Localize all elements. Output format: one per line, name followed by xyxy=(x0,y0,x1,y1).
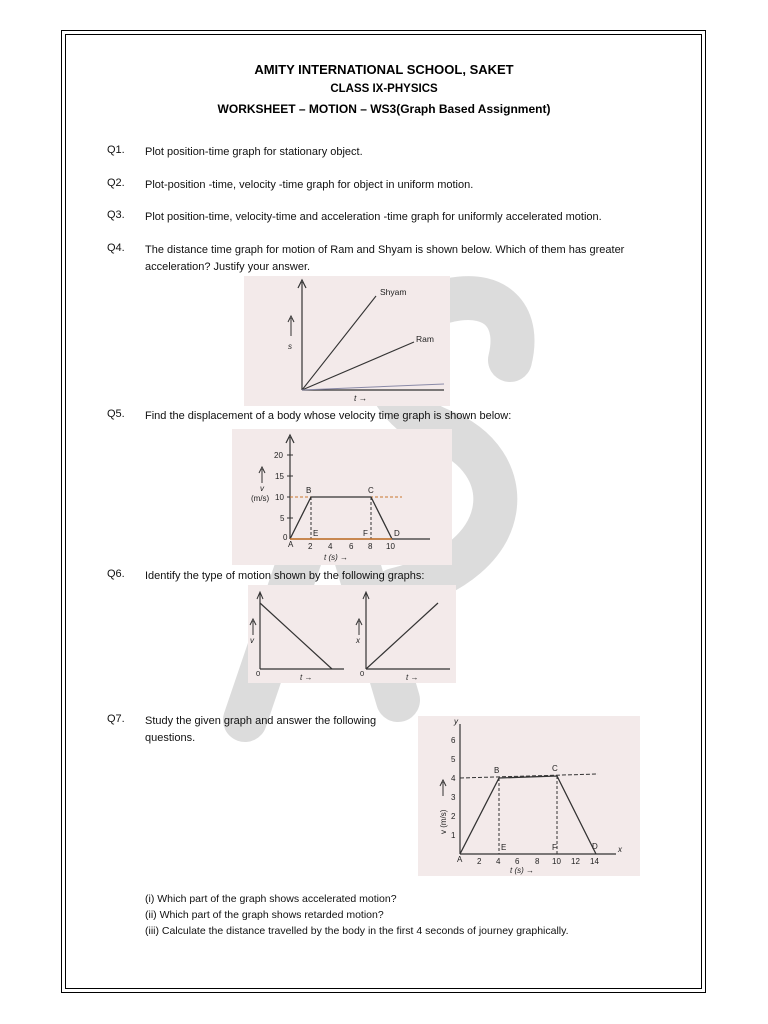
fig4-y-axis-name: y xyxy=(454,717,458,726)
point-d: D xyxy=(592,842,598,851)
q2-number: Q2. xyxy=(107,177,125,189)
q6-number: Q6. xyxy=(107,568,125,580)
point-b: B xyxy=(494,766,500,775)
fig3b-x-label: t → xyxy=(406,673,419,682)
tick-x-4: 4 xyxy=(328,542,333,551)
q7-part-3: (iii) Calculate the distance travelled by the body in the first 4 seconds of journey graphically. xyxy=(145,925,569,937)
fig1-x-label: t → xyxy=(354,393,368,403)
fig3a-y-label: v xyxy=(250,636,254,645)
tick-x-10: 10 xyxy=(552,857,561,866)
tick-y-4: 4 xyxy=(451,774,456,783)
point-e: E xyxy=(501,843,507,852)
tick-x-8: 8 xyxy=(535,857,540,866)
fig2-y-unit: (m/s) xyxy=(251,494,270,503)
figure-distance-time xyxy=(244,276,450,406)
tick-y-3: 3 xyxy=(451,793,456,802)
q1-text: Plot position-time graph for stationary object. xyxy=(145,146,363,158)
q6-text: Identify the type of motion shown by the following graphs: xyxy=(145,570,425,582)
fig4-x-axis-name: x xyxy=(618,845,622,854)
figure-velocity-time-q5 xyxy=(232,429,452,565)
tick-x-2: 2 xyxy=(308,542,313,551)
fig3b-origin: 0 xyxy=(360,669,365,678)
q5-text: Find the displacement of a body whose velocity time graph is shown below: xyxy=(145,410,512,422)
tick-x-4: 4 xyxy=(496,857,501,866)
tick-x-10: 10 xyxy=(386,542,395,551)
tick-y-20: 20 xyxy=(274,451,283,460)
q2-text: Plot-position -time, velocity -time graph for object in uniform motion. xyxy=(145,179,474,191)
point-c: C xyxy=(368,486,374,495)
q4-number: Q4. xyxy=(107,242,125,254)
tick-x-2: 2 xyxy=(477,857,482,866)
tick-y-6: 6 xyxy=(451,736,456,745)
q3-text: Plot position-time, velocity-time and acceleration -time graph for uniformly accelerated motion. xyxy=(145,211,602,223)
tick-y-5: 5 xyxy=(280,514,285,523)
point-b: B xyxy=(306,486,312,495)
q7-number: Q7. xyxy=(107,713,125,725)
tick-y-1: 1 xyxy=(451,831,456,840)
point-d: D xyxy=(394,529,400,538)
fig1-y-label: s xyxy=(288,342,292,351)
q3-number: Q3. xyxy=(107,209,125,221)
tick-x-6: 6 xyxy=(515,857,520,866)
tick-y-5: 5 xyxy=(451,755,456,764)
point-a: A xyxy=(457,855,463,864)
q5-number: Q5. xyxy=(107,408,125,420)
fig2-y-label: v xyxy=(260,484,264,493)
tick-y-15: 15 xyxy=(275,472,284,481)
fig4-x-label: t (s) → xyxy=(510,866,534,875)
q7-part-1: (i) Which part of the graph shows accelerated motion? xyxy=(145,893,397,905)
point-a: A xyxy=(288,540,294,549)
q7-part-2: (ii) Which part of the graph shows retarded motion? xyxy=(145,909,384,921)
tick-x-12: 12 xyxy=(571,857,580,866)
class-title: CLASS IX-PHYSICS xyxy=(330,83,438,95)
q1-number: Q1. xyxy=(107,144,125,156)
fig3a-origin: 0 xyxy=(256,669,261,678)
q4-text-line1: The distance time graph for motion of Ram and Shyam is shown below. Which of them has greater xyxy=(145,244,625,256)
tick-x-6: 6 xyxy=(349,542,354,551)
worksheet-title: WORKSHEET – MOTION – WS3(Graph Based Assignment) xyxy=(217,102,551,116)
q4-text-line2: acceleration? Justify your answer. xyxy=(145,261,311,273)
tick-y-10: 10 xyxy=(275,493,284,502)
fig4-y-label: v (m/s) xyxy=(439,809,448,834)
fig3b-y-label: x xyxy=(356,636,360,645)
point-e: E xyxy=(313,529,319,538)
fig2-x-label: t (s) → xyxy=(324,553,348,562)
fig1-shyam-label: Shyam xyxy=(380,287,407,297)
point-f: F xyxy=(363,529,368,538)
point-f: F xyxy=(552,843,557,852)
figure-velocity-time-q7 xyxy=(418,716,640,876)
school-title: AMITY INTERNATIONAL SCHOOL, SAKET xyxy=(254,62,514,77)
tick-x-8: 8 xyxy=(368,542,373,551)
q7-text-line2: questions. xyxy=(145,732,196,744)
point-c: C xyxy=(552,764,558,773)
fig3a-x-label: t → xyxy=(300,673,313,682)
tick-y-0: 0 xyxy=(283,533,288,542)
q7-text-line1: Study the given graph and answer the following xyxy=(145,715,377,727)
tick-y-2: 2 xyxy=(451,812,456,821)
tick-x-14: 14 xyxy=(590,857,599,866)
fig1-ram-label: Ram xyxy=(416,334,434,344)
figure-motion-graphs xyxy=(248,585,456,683)
